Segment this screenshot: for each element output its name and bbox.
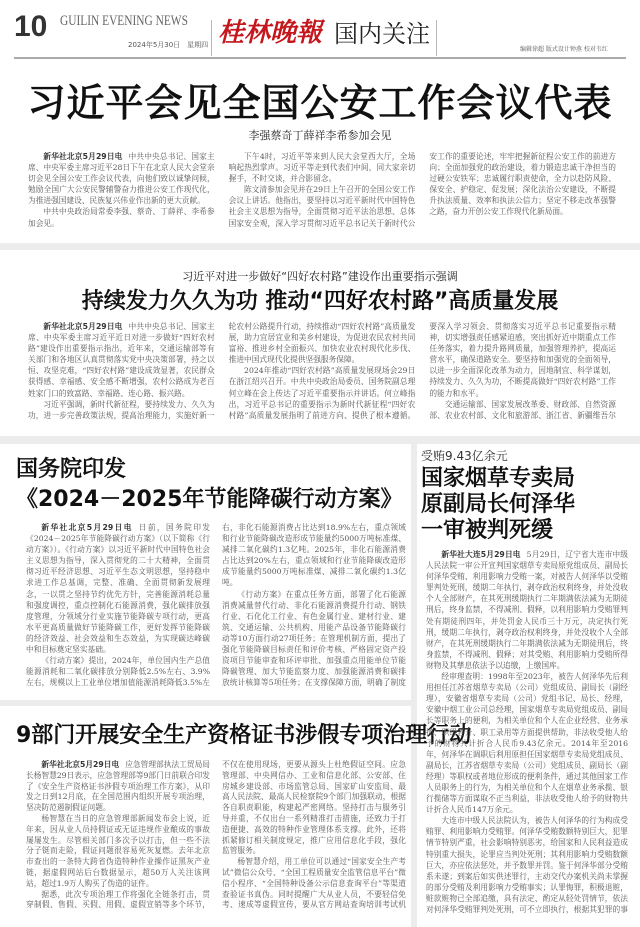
- paragraph: [426, 671, 628, 815]
- newspaper-logo: 桂林晚報: [218, 18, 323, 48]
- section-name: 国内关注: [334, 20, 430, 48]
- article-5-headline-line3: 一审被判死缓: [421, 518, 554, 543]
- paragraph-text: 大连市中级人民法院认为，被告人何泽华的行为构成受贿罪、利用影响力受贿罪。何泽华受贿数额特别巨大，犯罪情节特别严重，社会影响特别恶劣，给国家和人民利益造成特别重大损失，论罪应当判处死刑；其利用影响力受贿数额巨大，亦应依法惩处，并予数罪并罚。鉴于何泽华部分受贿系未遂；到案后如实供述罪行，主动交代办案机关尚未掌握的部分受贿及利用影响力受贿事实；认罪悔罪，积极退赃，赃款赃物已全部追缴，具有法定、酌定从轻处罚情节，依法对何泽华受贿罪判处死刑，可不立即执行，根据其犯罪的事: [426, 816, 628, 914]
- article-5-body: [426, 549, 628, 914]
- paragraph-text: 5月29日，辽宁省大连市中级人民法院一审公开宣判国家烟草专卖局原党组成员、副局长何泽华受贿、利用影响力受贿一案，对被告人何泽华以受贿罪判处死刑，缓期二年执行，剥夺政治权利终身，并处没收个人全部财产，在其死刑缓期执行二年期满依法减为无期徒刑后，终身监禁，不得减刑、假释，以利用影响力受贿罪判处有期徒刑四年，并处罚金人民币三十万元，决定执行死刑，缓期二年执行，剥夺政治权利终身，并处没收个人全部财产，在其死刑缓期执行二年期满依法减为无期徒刑后，终身监禁，不得减刑、假释；对其受贿、利用影响力受贿所得财物及其孳息依法予以追缴，上缴国库。: [426, 550, 628, 670]
- paragraph-text: 陈文清参加会见并在29日上午召开的全国公安工作会议上讲话。他指出，要坚持以习近平新时代中国特色社会主义思想为指导，全面贯彻习近平法治思想、总体国家安全观，深入学习贯彻习近平总书记关于新时代公安工作的重要论述，牢牢把握新征程公安工作的前进方向；全面加强党的政治建设，着力锻造忠诚干净担当的过硬公安铁军；忠诚履行职责使命，全力以赴防风险、保安全、护稳定、促发展；深化法治公安建设，不断提升执法质量、效率和执法公信力；坚定不移走改革强警之路，奋力开创公安工作现代化新局面。: [228, 152, 616, 228]
- paragraph-text: 交通运输部、国家发展改革委、财政部、自然资源部、农业农村部、文化和旅游部、浙江省、新疆维吾尔: [429, 399, 616, 420]
- column-divider: [411, 444, 417, 927]
- editor-credits: 编辑徐超 版式设计钟燕 校对韦红: [520, 46, 608, 53]
- article-1-body: [28, 151, 616, 235]
- dateline: 新华社北京5月29日电: [41, 760, 120, 769]
- article-1-headline: 习近平会见全国公安工作会议代表: [27, 81, 613, 125]
- paragraph: [28, 206, 215, 228]
- article-4-headline: 9部门开展安全生产资格证书涉假专项治理行动: [16, 723, 472, 748]
- dateline: 新华社大连5月29日电: [441, 550, 521, 559]
- paragraph-text: 《行动方案》在重点任务方面，部署了化石能源消费减量替代行动、非化石能源消费提升行动、钢铁行业、石化化工行业、有色金属行业、建材行业、建筑、交通运输、公共机构、用能产品设备节能降碳行动等10方面行动27项任务；在管理机制方面，提出了强化节能降碳目标责任和评价考核、严格固定资产投资项目节能审查和环评审批、加强重点用能单位节能降碳管理、加大节能监察力度、加强能源消费和碳排放统计核算等5项任务；在支撑保障方面，明确了制度: [222, 589, 406, 688]
- paragraph: [26, 814, 210, 890]
- page-number: 10: [14, 10, 48, 43]
- paragraph: [229, 151, 416, 184]
- issue-date: 2024年5月30日 星期四: [128, 41, 209, 49]
- article-2-kicker: 习近平对进一步做好“四好农村路”建设作出重要指示强调: [182, 270, 458, 283]
- article-3-body: [26, 522, 406, 692]
- paragraph: [26, 522, 210, 655]
- dateline: 新华社北京5月29日电: [43, 322, 123, 331]
- article-2-body: [28, 321, 616, 421]
- masthead-rule: [14, 57, 626, 59]
- article-5-headline-line2: 原副局长何泽华: [421, 492, 576, 517]
- dateline: 新华社北京5月29日电: [43, 152, 123, 161]
- article-5-kicker: 受贿9.43亿余元: [421, 449, 508, 463]
- paper-name-en: GUILIN EVENING NEWS: [60, 13, 188, 29]
- article-5-headline-line1: 国家烟草专卖局: [421, 466, 576, 491]
- article-5-headline: [421, 466, 575, 544]
- paragraph: [28, 151, 215, 206]
- paragraph: [426, 815, 628, 914]
- paragraph-text: 杨智慧在当日的应急管理部新闻发布会上说，近年来，因从业人员持假证或无证违规作业酿成的事故屡屡发生。尽管相关部门多次予以打击，但一些不法分子铤而走险，假证问题很容易死灰复燃。去年北京市查出的一条特大跨省伪造特种作业操作证黑灰产业链，据虚假网站后台数据显示，超50万人关注该网站，超过1.9万人购买了伪造的证件。: [26, 813, 210, 888]
- paragraph-text: 日前，国务院印发《2024－2025年节能降碳行动方案》（以下简称《行动方案》）。《行动方案》以习近平新时代中国特色社会主义思想为指导，深入贯彻党的二十大精神，全面贯彻习近平经济思想、习近平生态文明思想，坚持稳中求进工作总基调，完整、准确、全面贯彻新发展理念，一以贯之坚持节约优先方针，完善能源消耗总量和强度调控，重点控制化石能源消费，强化碳排放强度管理，分领域分行业实施节能降碳专项行动，更高水平更高质量做好节能降碳工作，更好发挥节能降碳的经济效益、社会效益和生态效益，为实现碳达峰碳中和目标奠定坚实基础。: [26, 523, 210, 655]
- paragraph-text: 据悉，此次专项治理工作将强化全链条打击，贯穿制假、售假、买假、用假、虚假宣销等多个环节，不仅在使用现场，更要从源头上杜绝假证空间。应急管理部、中央网信办、工业和信息化部、公安部、住房城乡建设部、市场监管总局、国家矿山安监局、最高人民法院、最高人民检察院9个部门加强联动，根据各自职责职能，构建起严密网络。坚持打击与服务引导并重，不仅出台一系列精准打击措施，还致力于打造便捷、高效的特种作业管理体系支撑。此外，还将抓紧修订相关制度规定，推广应用信息化手段，强化监管服务。: [26, 760, 406, 910]
- article-3-headline: [16, 455, 402, 515]
- paragraph-text: 习近平强调，新时代新征程，要持续发力、久久为功，进一步完善政策法规，提高治理能力，实施好新一轮农村公路提升行动，持续推动“四好农村路”高质量发展，助力宜居宜业和美乡村建设，为促进农民农村共同富裕、推进乡村全面振兴、加快农业农村现代化步伐、推进中国式现代化提供坚强服务保障。: [28, 322, 416, 420]
- article-1-subheadline: 李强蔡奇丁薛祥李希参加会见: [248, 129, 392, 142]
- paragraph-text: 2024年推动“四好农村路”高质量发展现场会29日在浙江绍兴召开。中共中央政治局委员、国务院副总理何立峰在会上传达了习近平重要指示并讲话。何立峰指出，习近平总书记的重要指示为新时代新征程“四好农村路”高质量发展指明了前进方向、提供了根本遵循。要深入学习领会、贯彻落实习近平总书记重要指示精神，切实增强责任感紧迫感，突出抓好近中期重点工作任务落实，着力提升路网质量，加强管理养护，提高运营水平，确保道路安全。要坚持和加强党的全面领导，以进一步全面深化改革为动力，因地制宜、科学谋划，持续发力、久久为功，不断提高做好“四好农村路”工作的能力和水平。: [228, 322, 616, 420]
- masthead-divider: [436, 20, 437, 56]
- paragraph-text: 杨智慧介绍，用工单位可以通过“国家安全生产考试”微信公众号、“全国工程质量安全监管信息平台”微信小程序、“全国特种设备公示信息查询平台”等渠道查验证书真伪。同时提醒广大从业人员，不要轻信免考、速成等虚假宣传，要从官方网站查询培训考试机: [222, 857, 406, 910]
- paragraph: [28, 321, 215, 399]
- paragraph-text: 经审理查明：1998年至2023年，被告人何泽华先后利用担任江苏省烟草专卖局（公司）党组成员、副局长（副经理），安徽省烟草专卖局（公司）党组书记、局长、经理，安徽中烟工业公司总经理，国家烟草专卖局党组成员、副局长等职务上的便利，为相关单位和个人在企业经营、业务承揽、职级晋升、职工录用等方面提供帮助，非法收受他人给予的财物共计折合人民币9.43亿余元。2014年至2016年，何泽华在调职后利用原担任国家烟草专卖局党组成员、副局长，江苏省烟草专卖局（公司）党组成员、副局长（副经理）等职权或者地位形成的便利条件，通过其他国家工作人员职务上的行为，为相关单位和个人在烟草业务承揽、银行揽储等方面谋取不正当利益，非法收受他人给予的财物共计折合人民币147万余元。: [426, 672, 628, 815]
- paragraph-text: 中共中央总书记、国家主席、中央军委主席习近平近日对进一步做好“四好农村路”建设作出重要指示指出，近年来，交通运输部等有关部门和各地区认真贯彻落实党中央决策部署，持之以恒、攻坚克难，“四好农村路”建设成效显著，农民群众获得感、幸福感、安全感不断增强，农村公路成为老百姓家门口的致富路、幸福路、连心路、振兴路。: [28, 322, 215, 398]
- article-3-headline-line1: 国务院印发: [16, 457, 127, 482]
- paragraph-text: 应急管理部执法工贸局局长杨智慧29日表示，应急管理部等9部门日前联合印发了《安全生产资格证书涉假专项治理工作方案》，从印发之日到12月底，在全国范围内组织开展专项治理，坚决防范遏制假证问题。: [26, 760, 210, 813]
- paragraph-text: 中共中央政治局常委李强、蔡奇、丁薛祥、李希参加会见。: [28, 207, 215, 228]
- section-divider: [0, 243, 640, 250]
- masthead-divider: [211, 20, 212, 56]
- paragraph-text: 下午4时，习近平等来到人民大会堂西大厅，全场响起热烈掌声。习近平等走到代表们中间，同大家亲切握手，不时交谈，并合影留念。: [228, 152, 416, 184]
- paragraph-text: 中共中央总书记、国家主席、中央军委主席习近平28日下午在北京人民大会堂亲切会见全国公安工作会议代表，向他们致以诚挚问候，勉励全国广大公安民警辅警奋力推进公安工作现代化，为推进强国建设、民族复兴伟业作出新的更大贡献。: [28, 152, 215, 206]
- section-divider: [0, 436, 640, 444]
- article-2-headline: 持续发力久久为功 推动“四好农村路”高质量发展: [81, 289, 559, 314]
- section-divider: [0, 700, 411, 706]
- article-4-body: [26, 760, 406, 915]
- paragraph: [26, 760, 210, 814]
- article-3-headline-line2: 《2024－2025年节能降碳行动方案》: [16, 487, 403, 512]
- paragraph-text: 《行动方案》提出，2024年，单位国内生产总值能源消耗和二氧化碳排放分别降低2.5%左右、3.9%左右，规模以上工业单位增加值能源消耗降低3.5%左右，非化石能源消费占比达到18.9%左右，重点领域和行业节能降碳改造形成节能量约5000万吨标准煤、减排二氧化碳约1.3亿吨。2025年，非化石能源消费占比达到20%左右，重点领域和行业节能降碳改造形成节能量约5000万吨标准煤、减排二氧化碳约1.3亿吨。: [26, 523, 406, 688]
- paragraph: [426, 549, 628, 671]
- dateline: 新华社北京5月29日电: [41, 523, 133, 532]
